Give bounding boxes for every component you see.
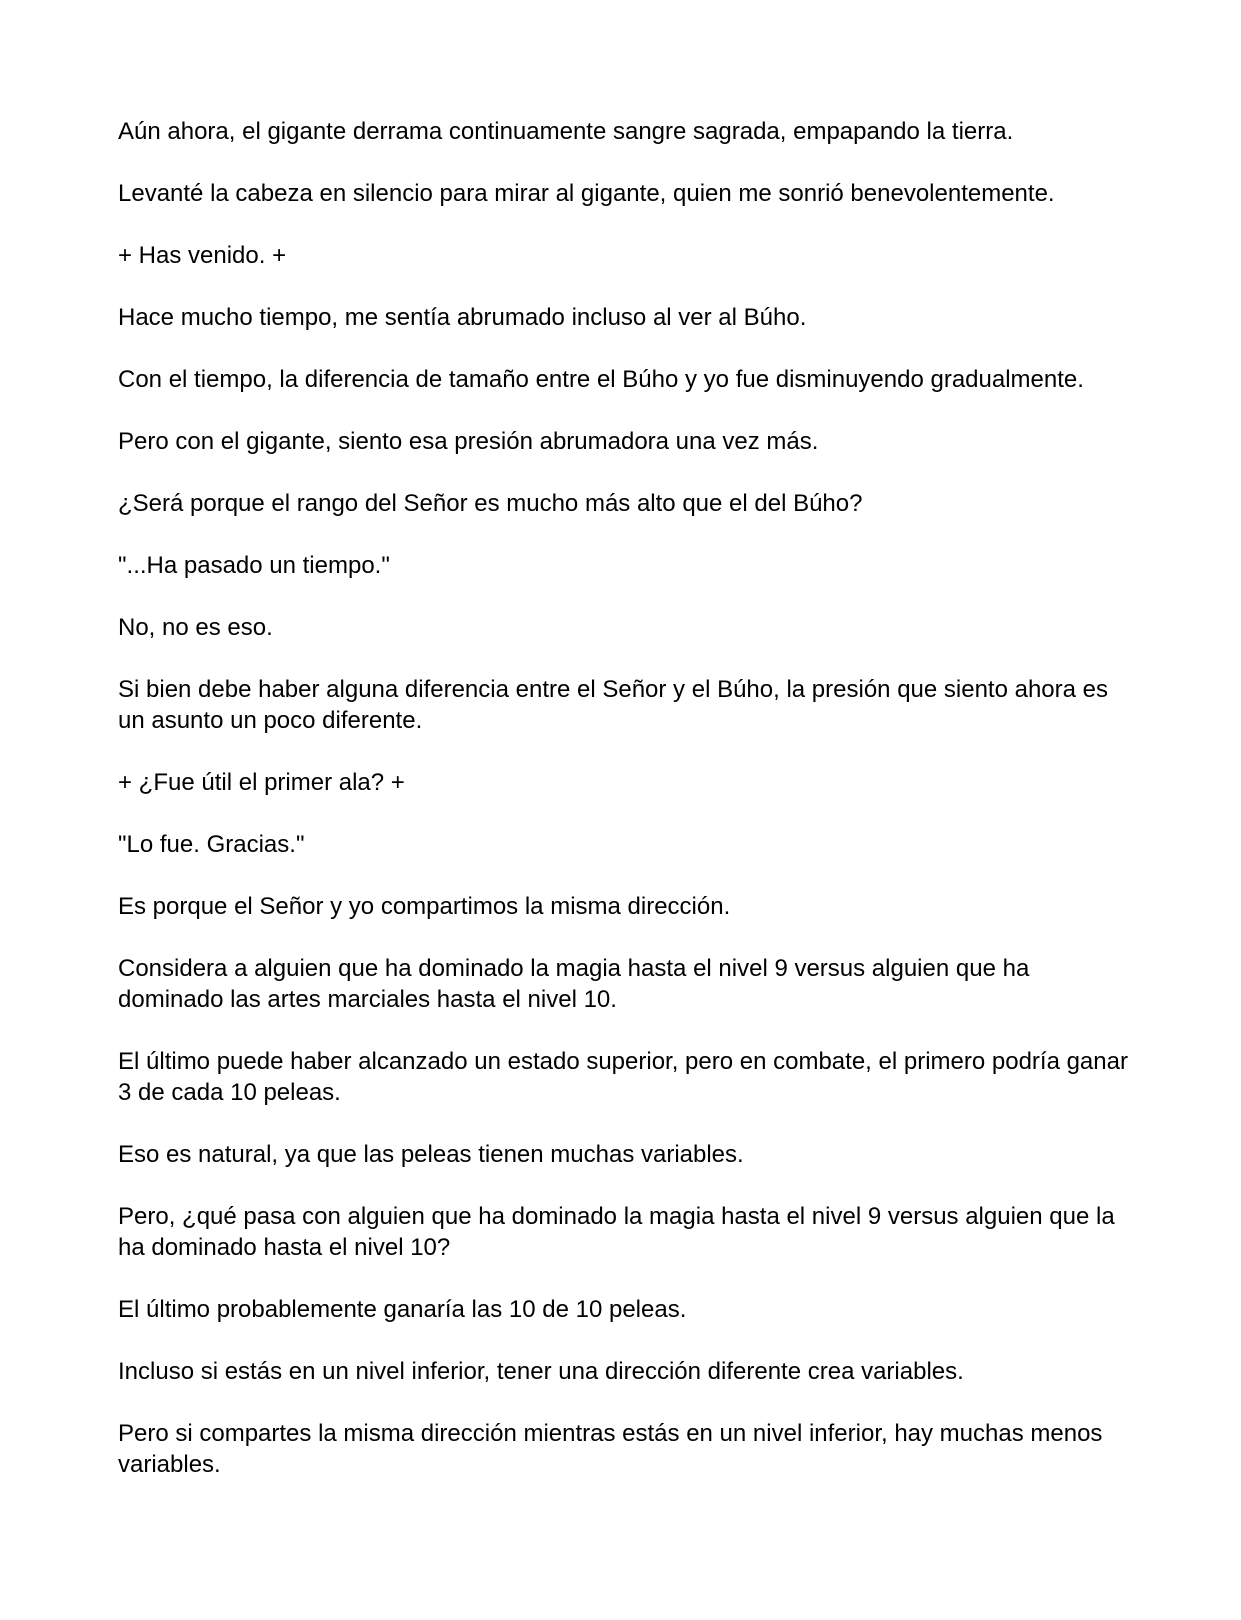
paragraph: Considera a alguien que ha dominado la magia hasta el nivel 9 versus alguien que ha dominado las artes marciales hasta el nivel 10.: [118, 955, 1030, 1013]
paragraph: Pero con el gigante, siento esa presión abrumadora una vez más.: [118, 428, 819, 455]
paragraph: Aún ahora, el gigante derrama continuamente sangre sagrada, empapando la tierra.: [118, 118, 1014, 145]
paragraph: Con el tiempo, la diferencia de tamaño entre el Búho y yo fue disminuyendo gradualmente.: [118, 366, 1084, 393]
document-body: [118, 116, 1128, 1480]
paragraph: Levanté la cabeza en silencio para mirar al gigante, quien me sonrió benevolentemente.: [118, 180, 1055, 207]
paragraph: Hace mucho tiempo, me sentía abrumado incluso al ver al Búho.: [118, 304, 807, 331]
paragraph: Incluso si estás en un nivel inferior, tener una dirección diferente crea variables.: [118, 1358, 964, 1385]
paragraph: "...Ha pasado un tiempo.": [118, 552, 390, 579]
paragraph: El último probablemente ganaría las 10 de 10 peleas.: [118, 1296, 687, 1323]
paragraph: Pero, ¿qué pasa con alguien que ha dominado la magia hasta el nivel 9 versus alguien que la ha dominado hasta el nivel 10?: [118, 1203, 1115, 1261]
paragraph: El último puede haber alcanzado un estado superior, pero en combate, el primero podría ganar 3 de cada 10 peleas.: [118, 1048, 1128, 1106]
paragraph: Pero si compartes la misma dirección mientras estás en un nivel inferior, hay muchas menos variables.: [118, 1420, 1103, 1478]
paragraph: Eso es natural, ya que las peleas tienen muchas variables.: [118, 1141, 744, 1168]
paragraph: + Has venido. +: [118, 242, 287, 269]
paragraph: "Lo fue. Gracias.": [118, 831, 305, 858]
paragraph: + ¿Fue útil el primer ala? +: [118, 769, 405, 796]
paragraph: No, no es eso.: [118, 614, 273, 641]
paragraph: Si bien debe haber alguna diferencia entre el Señor y el Búho, la presión que siento ahora es un asunto un poco diferente.: [118, 676, 1109, 734]
paragraph: ¿Será porque el rango del Señor es mucho más alto que el del Búho?: [118, 490, 863, 517]
paragraph: Es porque el Señor y yo compartimos la misma dirección.: [118, 893, 731, 920]
